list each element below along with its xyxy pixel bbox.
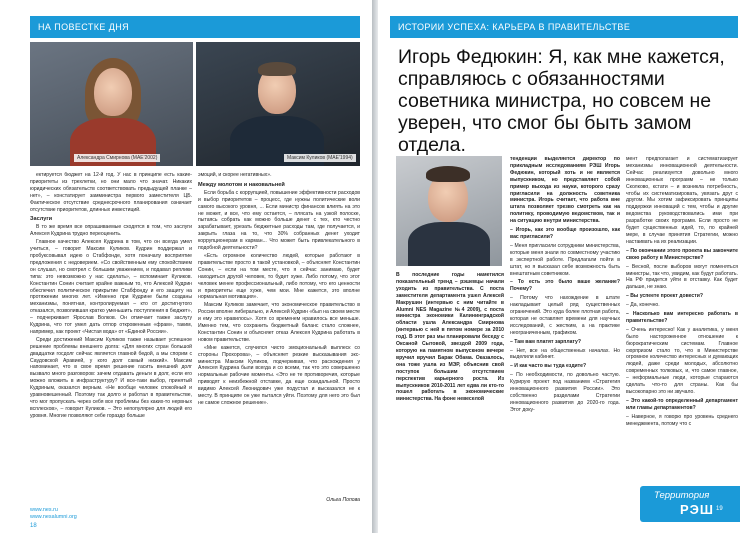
brand-line-2: РЭШ [680, 502, 714, 517]
photo-caption: Александра Смирнова (МАЕ'2002) [74, 154, 160, 162]
body-shape [408, 222, 490, 266]
interview-column-1 [510, 156, 620, 504]
answer: – Потому что нахождение в штате накладывает целый ряд существенных ограничений. Это куда более плотная работа, которая не оставляет времени для научных исследований, с жестким, а на практике неограниченным, графиком. [510, 295, 620, 336]
text-column-2 [198, 172, 360, 490]
page-number: 18 [30, 523, 37, 529]
interview-column-2 [626, 156, 738, 484]
brand-line-1: Территория [654, 490, 710, 501]
text-column-1 [30, 172, 192, 494]
paragraph: Главное качество Алексея Кудрина в том, что он всегда умел учиться, – говорит Максим Куликов. Кудрин поддержал и пробуксовывал идею о Стабфонде, хотя поначалу восприятие предложения с недоверием. «Со свойственным ему спокойствием он слушал, но смотрел с большим уважением, и подавал реплики типа: это невозможно у нас сделать», – вспоминает Куликов. Константин Сонин считает крайне важным то, что Алексей Кудрин обеспечил политическое прикрытие Стабфонду и его защиту на протяжении многих лет. «Именно при Кудрине были созданы механизмы, понятная, контролируемая – кто от достигнутого отказался, позволившая кратко уменьшить поступления в бюджет», – подчеркивает Ярослав Волков. Он отмечает также заслугу Кудрина, что тот умел дать отпор откровенным «фрам», таким, например, как проект «Чистая вода» от «Единой России». [30, 239, 192, 335]
site-link[interactable]: www.nes.ru [30, 507, 58, 513]
answer: – Наверное, я говорю про уровень среднего менеджмента, потому что с [626, 413, 738, 427]
article-headline: Игорь Федюкин: Я, как мне кажется, справляюсь с обязанностями советника министра, но совсем не уверен, что смог бы быть замом отдела. [398, 46, 725, 156]
paragraph: Максим Куликов замечает, что экономическое правительство в России вполне либерально, и Алексей Кудрин «был на своем месте и ему это нравилось». Хотя со временем нравилось все меньше. Именно тем, что сохранить бюджетный баланс стало сложнее, Константин Сонин и объясняет отказ Алексея Кудрина работать в новом правительстве. [198, 302, 360, 343]
footer-links [30, 507, 77, 521]
answer: – Весной, после выборов могут поменяться министры, так что, увидим, как будут работать. На РФ придется уйти в отставку. Как будет дальше, не знаю. [626, 263, 738, 291]
question: – То есть это было ваше желание? Почему? [510, 279, 620, 293]
territory-nes-logo [640, 486, 740, 522]
subheading: Заслуги [30, 216, 53, 223]
author-signature: Ольга Попова [326, 497, 360, 503]
question: – И как часто вы туда ездите? [510, 363, 587, 370]
question: – По окончании этого проекта вы закончите свою работу в Министерстве? [626, 247, 738, 261]
question: – Игорь, как это вообще произошло, как вас пригласили? [510, 227, 620, 240]
answer: – Очень интересно! Как у аналитика, у меня было настороженное отношение к бюрократическим системам. Главное сюрпризом стало то, что в Министерстве огромное количество интересных и думающих людей, даже среди молодых, абсолютно современных толковых, и, что самое главное, – неформальные люди, которые стараются сделать что-то для страны. Как бы высокопарно это ни звучало. [626, 326, 738, 395]
section-header: ИСТОРИИ УСПЕХА: КАРЬЕРА В ПРАВИТЕЛЬСТВЕ [390, 16, 738, 38]
question: – Там вам платят зарплату? [510, 338, 581, 345]
left-page [0, 0, 372, 533]
paragraph: В то же время все опрашиваемые сходятся в том, что заслуги Алексея Кудрина трудно переоценить. [30, 224, 192, 238]
answer: – По необходимости, по довольно частую. Курирую проект под названием «Стратегия инновационного развития России». Это собственно разделами Стратегии инновационного развития до 2020-го года. Этот доку- [510, 372, 620, 413]
photo-smirnova [30, 42, 193, 166]
paragraph: Если борьба с коррупцией, повышение эффективности расходов и выбор приоритетов – процесс, где нужны политические воли самого высокого уровня, ... Если министр финансов влиять на это не может, и все, что ему остается, – плясать на узкой полоске, пытаясь собрать как можно больше денег с тех, кто честно зарабатывает, урезать бюджетные расходы там, где получается, и закрыть глаза на то, что 30% собранных денег уходит коррупционерам в карман... Что может быть привлекательного в подобной деятельности? [198, 189, 360, 252]
lead-column [396, 272, 504, 504]
hair-shape [258, 62, 296, 76]
paragraph: Среди достижений Максим Куликов также называет успешное решение проблемы внешнего долга: «Для многих стран большой двадцатки госдолг сейчас является главной бедой, а мы спорим с Саудовской Аравией, у кого долг самый низкий». Максим напоминает, что в свое время решение гасить внешний долг вызвало много разговоров: зачем отдавать деньги в долг, если его можно вложить в инфраструктуру? И все-таки выбор, принятый Кудриным, оказался верным. «Не вообще человек спокойный и уравновешенный. Поэтому так долго и работал в правительстве, что мог пропускать через себя все проблемы без каких-то нервных всплесков», – говорит Куликов. – Это непопулярно для людей его уровня. Многие позволяют себе гораздо больше [30, 336, 192, 419]
page-number: 19 [716, 506, 723, 512]
section-header: НА ПОВЕСТКЕ ДНЯ [30, 16, 360, 38]
photo-caption: Максим Куликов (МАЕ'1994) [284, 154, 356, 162]
answer: – Да, конечно. [626, 302, 660, 309]
question: – Вы успеете проект довести? [626, 293, 703, 300]
alumni-link[interactable]: www.nesalumni.org [30, 514, 77, 520]
paragraph: мент предполагает и систематизирует механизмы инновационной деятельности. Сейчас реализуется довольно много инновационных программ – не только Сколково, кстати – и возникла потребность, чтобы их систематизировать, увязать друг с другом. Мы хотим зафиксировать принципы поддержки инноваций с тем, чтобы и другие ведомства руководствовались ими при разработке своих программ. Если просто не будет существенных идей, то, по крайней мере, в случае принятия Стратегии, можно настаивать на их реализации. [626, 156, 738, 245]
paragraph: эмоций, и скорее негативных». [198, 172, 272, 178]
right-page [378, 0, 750, 533]
paragraph: тенденции выделяется директор по прикладным исследованиям РЭШ Игорь Федюкин, который хоть и не является выпускником, но представляет собой пример выхода из науки, которого сразу пригласили на должность советника министра. Игорь считает, что работа вне штата позволяет трезво смотреть как на политику, проводимую ведомством, так и на ситуацию внутри министерства. [510, 156, 620, 225]
question: – Это какой-то определенный департамент или главы департаментов? [626, 397, 738, 411]
answer: – Меня пригласили сотрудники министерства, которые меня знали по совместному участию в экспертной работе. Предлагали пойти в штат, но я высказал себе возможность быть внештатным советником. [510, 242, 620, 277]
face-shape [94, 68, 132, 116]
answer: – Нет, все на общественных началах. Но выделили кабинет. [510, 347, 620, 361]
paragraph: ектируется бюджет на 12-й год. У нас в принципе есть какие-приоритеты из трехлетки, но они мало что значат. Никаких юридических обязательств соответствовать предыдущей планке – нет», – констатирует замминистра первого заместителя ЦБ. Фактическое отсутствие среднесрочного планирования означает отсутствие приоритетов, длинных инвестиций. [30, 172, 192, 213]
photo-fedyukin [396, 156, 502, 266]
photo-kulikov [196, 42, 360, 166]
question: – Насколько вам интересно работать в правительстве? [626, 311, 738, 324]
paragraph: «Мне кажется, случился чисто эмоциональный выплеск со стороны Прохорова», – объясняет резкие высказывания экс-министра Максим Куликов, подчеркивая, что расхождения у Алексея Кудрина были всегда и со всеми, так что это совершенно нормальные рабочие моменты. «Это не те противоречия, которые приводят к неизбежной отставке, да еще скандальной. Просто видимо Алексей Леонидович уже подустал и высказался не к месту. В принципе он уже пытался уйти. Поэтому для него это был не самое сложное решение». [198, 344, 360, 406]
paragraph: «Есть огромное количество людей, которые работают в правительстве просто в такой установкой, – объясняет Константин Сонин, – если на том месте, что я сейчас занимаю, будет находиться другой человек, то будет хуже. Либо потому, что этот человек менее профессиональный, либо потому, что его ценности и приоритеты еще хуже, чем мои. Мне кажется, это вполне нормальная мотивация». [198, 252, 360, 301]
hair-shape [426, 166, 470, 182]
subheading: Между молотом и наковальней [198, 181, 285, 188]
lead-paragraph: В последние годы наметился показательный тренд – рэшевцы начали уходить из правительства. С поста заместителя департамента ушел Алексей Макрушин (интервью с ним читайте в Alumni NES Magazine №4 2009), с поста министра экономики Калининградской области ушла Александра Смирнова (интервью с ней в пятом номере за 2010 год). В этот раз мы планировали беседу с Оксаной Сытовой, звездой 2009 года, которую на памятном выпускном вечере вручил вручил Барак Обама. Оказалось, она тоже ушла из МЭР, объяснив свой поступок большим отсутствием перспектив карьерного роста. Из выпускников 2010-2011 лет едва ли кто-то пошел работать в экономические министерства. На фоне невеселой [396, 272, 504, 403]
